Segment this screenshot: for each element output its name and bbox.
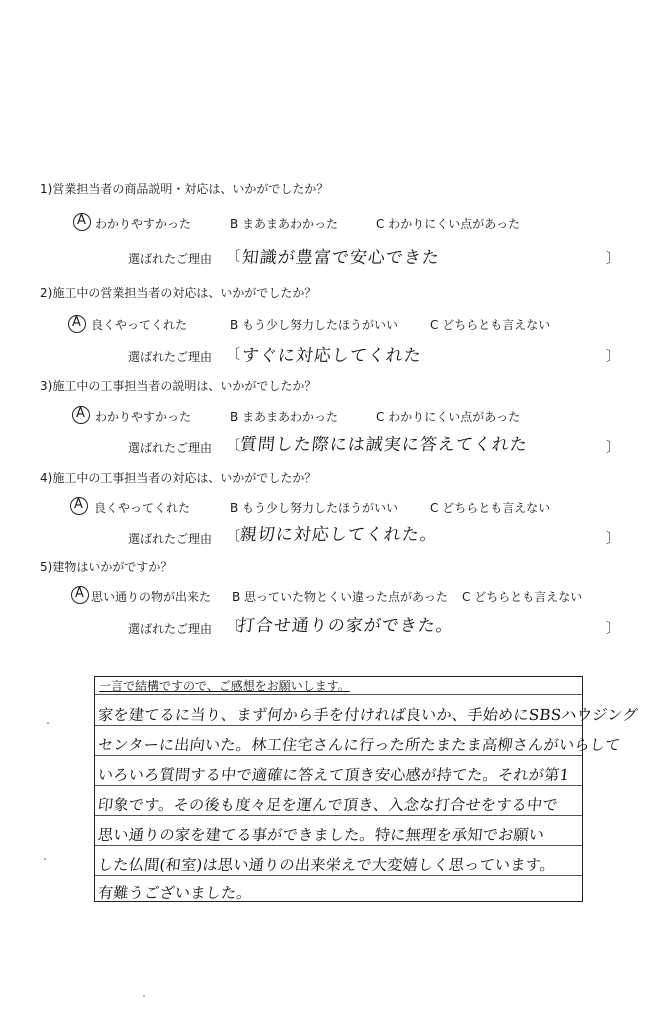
- option-a-letter: A: [75, 586, 84, 601]
- option-c-label: C わかりにくい点があった: [376, 410, 521, 424]
- bracket-close: 〕: [606, 251, 620, 267]
- bracket-close: 〕: [606, 440, 620, 456]
- scan-speck: [44, 858, 46, 860]
- handwritten-answer-4: 親切に対応してくれた。: [238, 525, 439, 545]
- option-a-letter: A: [77, 213, 86, 228]
- option-a-letter: A: [74, 497, 83, 512]
- option-b-label: B もう少し努力したほうがいい: [230, 318, 399, 332]
- comment-line-6: した仏間(和室)は思い通りの出来栄えで大変嬉しく思っています。: [97, 856, 557, 874]
- question-3-title: 3)施工中の工事担当者の説明は、いかがでしたか？: [40, 379, 317, 393]
- option-c-label: C どちらとも言えない: [430, 318, 551, 332]
- scan-speck: [143, 995, 145, 997]
- option-b-label: B まあまあわかった: [230, 217, 339, 231]
- option-c-label: C どちらとも言えない: [430, 501, 551, 515]
- comment-box: [94, 676, 639, 902]
- comment-line-7: 有難うございました。: [97, 884, 253, 902]
- comment-line-3: いろいろ質問する中で適確に答えて頂き安心感が持てた。それが第1: [97, 766, 571, 784]
- ruled-line: [95, 725, 582, 726]
- option-c-label: C わかりにくい点があった: [376, 217, 521, 231]
- scan-speck: [47, 722, 49, 724]
- option-c-label: C どちらとも言えない: [462, 590, 583, 604]
- ruled-line: [95, 815, 582, 816]
- reason-label: 選ばれたご理由: [128, 350, 213, 364]
- ruled-line: [95, 694, 582, 695]
- option-b-label: B まあまあわかった: [230, 410, 339, 424]
- bracket-open: 〔: [226, 529, 240, 545]
- ruled-line: [95, 875, 582, 876]
- option-a-label: 良くやってくれた: [91, 318, 188, 332]
- ruled-line: [95, 785, 582, 786]
- option-b-label: B もう少し努力したほうがいい: [230, 501, 399, 515]
- bracket-open: 〔: [226, 347, 240, 363]
- bracket-open: 〔: [226, 249, 240, 265]
- handwritten-answer-2: すぐに対応してくれた: [240, 346, 423, 366]
- option-a-label: わかりやすかった: [95, 217, 192, 231]
- question-1-title: 1)営業担当者の商品説明・対応は、いかがでしたか？: [40, 182, 329, 196]
- reason-label: 選ばれたご理由: [128, 532, 213, 546]
- reason-label: 選ばれたご理由: [128, 622, 213, 636]
- ruled-line: [95, 845, 582, 846]
- bracket-close: 〕: [606, 349, 620, 365]
- option-a-label: 思い通りの物が出来た: [91, 590, 212, 604]
- bracket-open: 〔: [226, 619, 240, 635]
- option-a-label: 良くやってくれた: [94, 501, 191, 515]
- reason-label: 選ばれたご理由: [128, 441, 213, 455]
- comment-line-4: 印象です。その後も度々足を運んで頂き、入念な打合せをする中で: [97, 796, 559, 814]
- ruled-line: [95, 755, 582, 756]
- option-a-letter: A: [76, 406, 85, 421]
- handwritten-answer-1: 知識が豊富で安心できた: [240, 248, 441, 268]
- handwritten-answer-5: 打合せ通りの家ができた。: [236, 616, 455, 636]
- handwritten-answer-3: 質問した際には誠実に答えてくれた: [238, 435, 529, 455]
- comment-line-5: 思い通りの家を建てる事ができました。特に無理を承知でお願い: [97, 826, 546, 844]
- comment-line-1: 家を建てるに当り、まず何から手を付ければ良いか、手始めにSBSハウジング: [97, 706, 639, 724]
- question-5-title: 5)建物はいかがですか？: [40, 560, 173, 574]
- bracket-close: 〕: [606, 621, 620, 637]
- option-a-letter: A: [72, 315, 81, 330]
- question-4-title: 4)施工中の工事担当者の対応は、いかがでしたか？: [40, 471, 317, 485]
- bracket-open: 〔: [226, 438, 240, 454]
- question-2-title: 2)施工中の営業担当者の対応は、いかがでしたか？: [40, 286, 317, 300]
- comment-box-header: 一言で結構ですので、ご感想をお願いします。: [99, 679, 350, 693]
- comment-line-2: センターに出向いた。林工住宅さんに行った所たまたま高柳さんがいらして: [97, 736, 622, 754]
- reason-label: 選ばれたご理由: [128, 252, 213, 266]
- option-a-label: わかりやすかった: [95, 410, 192, 424]
- option-b-label: B 思っていた物とくい違った点があった: [232, 590, 448, 604]
- bracket-close: 〕: [606, 531, 620, 547]
